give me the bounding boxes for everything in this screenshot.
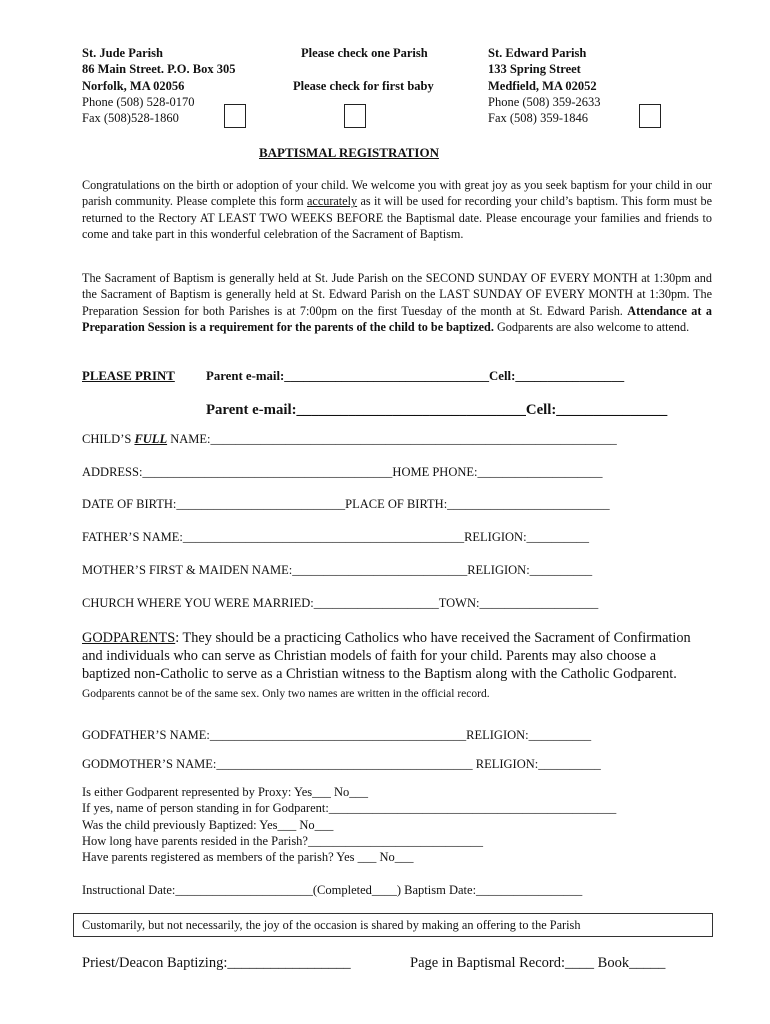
right-parish-name: St. Edward Parish [488,46,587,60]
schedule-paragraph [82,270,712,336]
date-of-birth-field[interactable]: DATE OF BIRTH:___________________________PLACE OF BIRTH:__________________________ [82,497,610,511]
st-edward-checkbox[interactable] [639,104,661,128]
first-baby-checkbox[interactable] [344,104,366,128]
check-first-baby-label: Please check for first baby [293,79,434,93]
father-name-field[interactable]: FATHER’S NAME:_____________________________________________RELIGION:__________ [82,530,590,544]
godparents-heading: GODPARENTS [82,630,176,646]
right-parish-street: 133 Spring Street [488,62,581,77]
right-parish-fax: Fax (508) 359-1846 [488,111,588,126]
child-name-field[interactable] [82,432,617,447]
left-parish-block [82,45,235,126]
left-parish-city: Norfolk, MA 02056 [82,78,185,93]
intro-text-2: as it will be used for recording your child’s baptism. This form must be returned to the Rectory AT LEAST TWO WEEKS BEFORE the Baptismal date. Please encourage your families and friends to come and take part in this wonderful celebration of the Sacrament of Baptism. [82,194,712,242]
questions-block [82,784,616,865]
right-parish-city: Medfield, MA 02052 [488,78,597,93]
st-jude-checkbox[interactable] [224,104,246,128]
offering-note-box [73,913,713,937]
child-name-line: NAME:_________________________________________________________________ [167,432,617,446]
godfather-name-field[interactable]: GODFATHER’S NAME:_________________________________________RELIGION:__________ [82,728,592,742]
instructional-date-field[interactable]: Instructional Date:______________________(Completed____) Baptism Date:_________________ [82,883,583,897]
mother-name-field[interactable]: MOTHER’S FIRST & MAIDEN NAME:____________________________RELIGION:__________ [82,563,593,577]
church-married-field[interactable]: CHURCH WHERE YOU WERE MARRIED:____________________TOWN:___________________ [82,596,599,610]
parent-email-row-2[interactable]: Parent e-mail:_______________________________Cell:_______________ [206,402,668,418]
intro-text-1: Congratulations on the birth or adoption of your child. We welcome you with great joy as you seek baptism for your child in our parish community. Please complete this form [82,178,712,209]
right-parish-phone: Phone (508) 359-2633 [488,94,601,109]
godmother-name-field[interactable]: GODMOTHER’S NAME:_________________________________________ RELIGION:__________ [82,757,601,771]
baptismal-record-page-field[interactable]: Page in Baptismal Record:____ Book_____ [410,955,666,971]
offering-note-text: Customarily, but not necessarily, the joy of the occasion is shared by making an offering to the Parish [82,918,581,932]
please-print-label: PLEASE PRINT [82,369,175,383]
schedule-text-1: The Sacrament of Baptism is generally held at St. Jude Parish on the SECOND SUNDAY OF EVERY MONTH at 1:30pm and the Sacrament of Baptism is generally held at St. Edward Parish on the LAST SUNDAY OF EVERY MONTH at 1:30pm. The Preparation Session for both Parishes is at 7:00pm on the first Tuesday of the month at St. Edward Parish. [82,271,712,318]
previously-baptized-question[interactable]: Was the child previously Baptized: Yes___ No___ [82,817,334,832]
schedule-text-2: Godparents are also welcome to attend. [493,320,690,335]
godparents-text: : They should be a practicing Catholics who have received the Sacrament of Confirmation and individuals who can serve as Christian models of faith for your child. Parents may also choose a baptized non-Catholic to serve as a Christian witness to the Baptism along with the Catholic Godparent. [82,630,691,682]
address-field[interactable]: ADDRESS:________________________________________HOME PHONE:____________________ [82,465,603,479]
parent-email-row-1[interactable]: Parent e-mail:________________________________Cell:_________________ [206,369,625,383]
schedule-bold-requirement: Attendance at a Preparation Session is a requirement for the parents of the child to be baptized. [82,303,712,335]
proxy-name-question[interactable]: If yes, name of person standing in for Godparent:______________________________________________ [82,801,617,816]
registered-members-question[interactable]: Have parents registered as members of the parish? Yes ___ No___ [82,850,414,865]
godparents-note: Godparents cannot be of the same sex. Only two names are written in the official record. [82,688,490,700]
left-parish-phone: Phone (508) 528-0170 [82,94,195,109]
left-parish-street: 86 Main Street. P.O. Box 305 [82,62,236,77]
proxy-question[interactable]: Is either Godparent represented by Proxy: Yes___ No___ [82,785,369,799]
child-name-label: CHILD’S [82,432,135,446]
left-parish-fax: Fax (508)528-1860 [82,111,179,126]
right-parish-block [488,45,601,126]
child-full-emphasis: FULL [134,432,168,446]
priest-deacon-field[interactable]: Priest/Deacon Baptizing:_________________ [82,955,351,971]
residence-duration-question[interactable]: How long have parents resided in the Parish?____________________________ [82,833,483,848]
intro-underlined: accurately [307,194,358,209]
check-parish-label: Please check one Parish [301,46,428,60]
left-parish-name: St. Jude Parish [82,46,163,60]
form-title: BAPTISMAL REGISTRATION [259,145,439,160]
intro-paragraph [82,177,712,243]
godparents-paragraph [82,629,692,703]
